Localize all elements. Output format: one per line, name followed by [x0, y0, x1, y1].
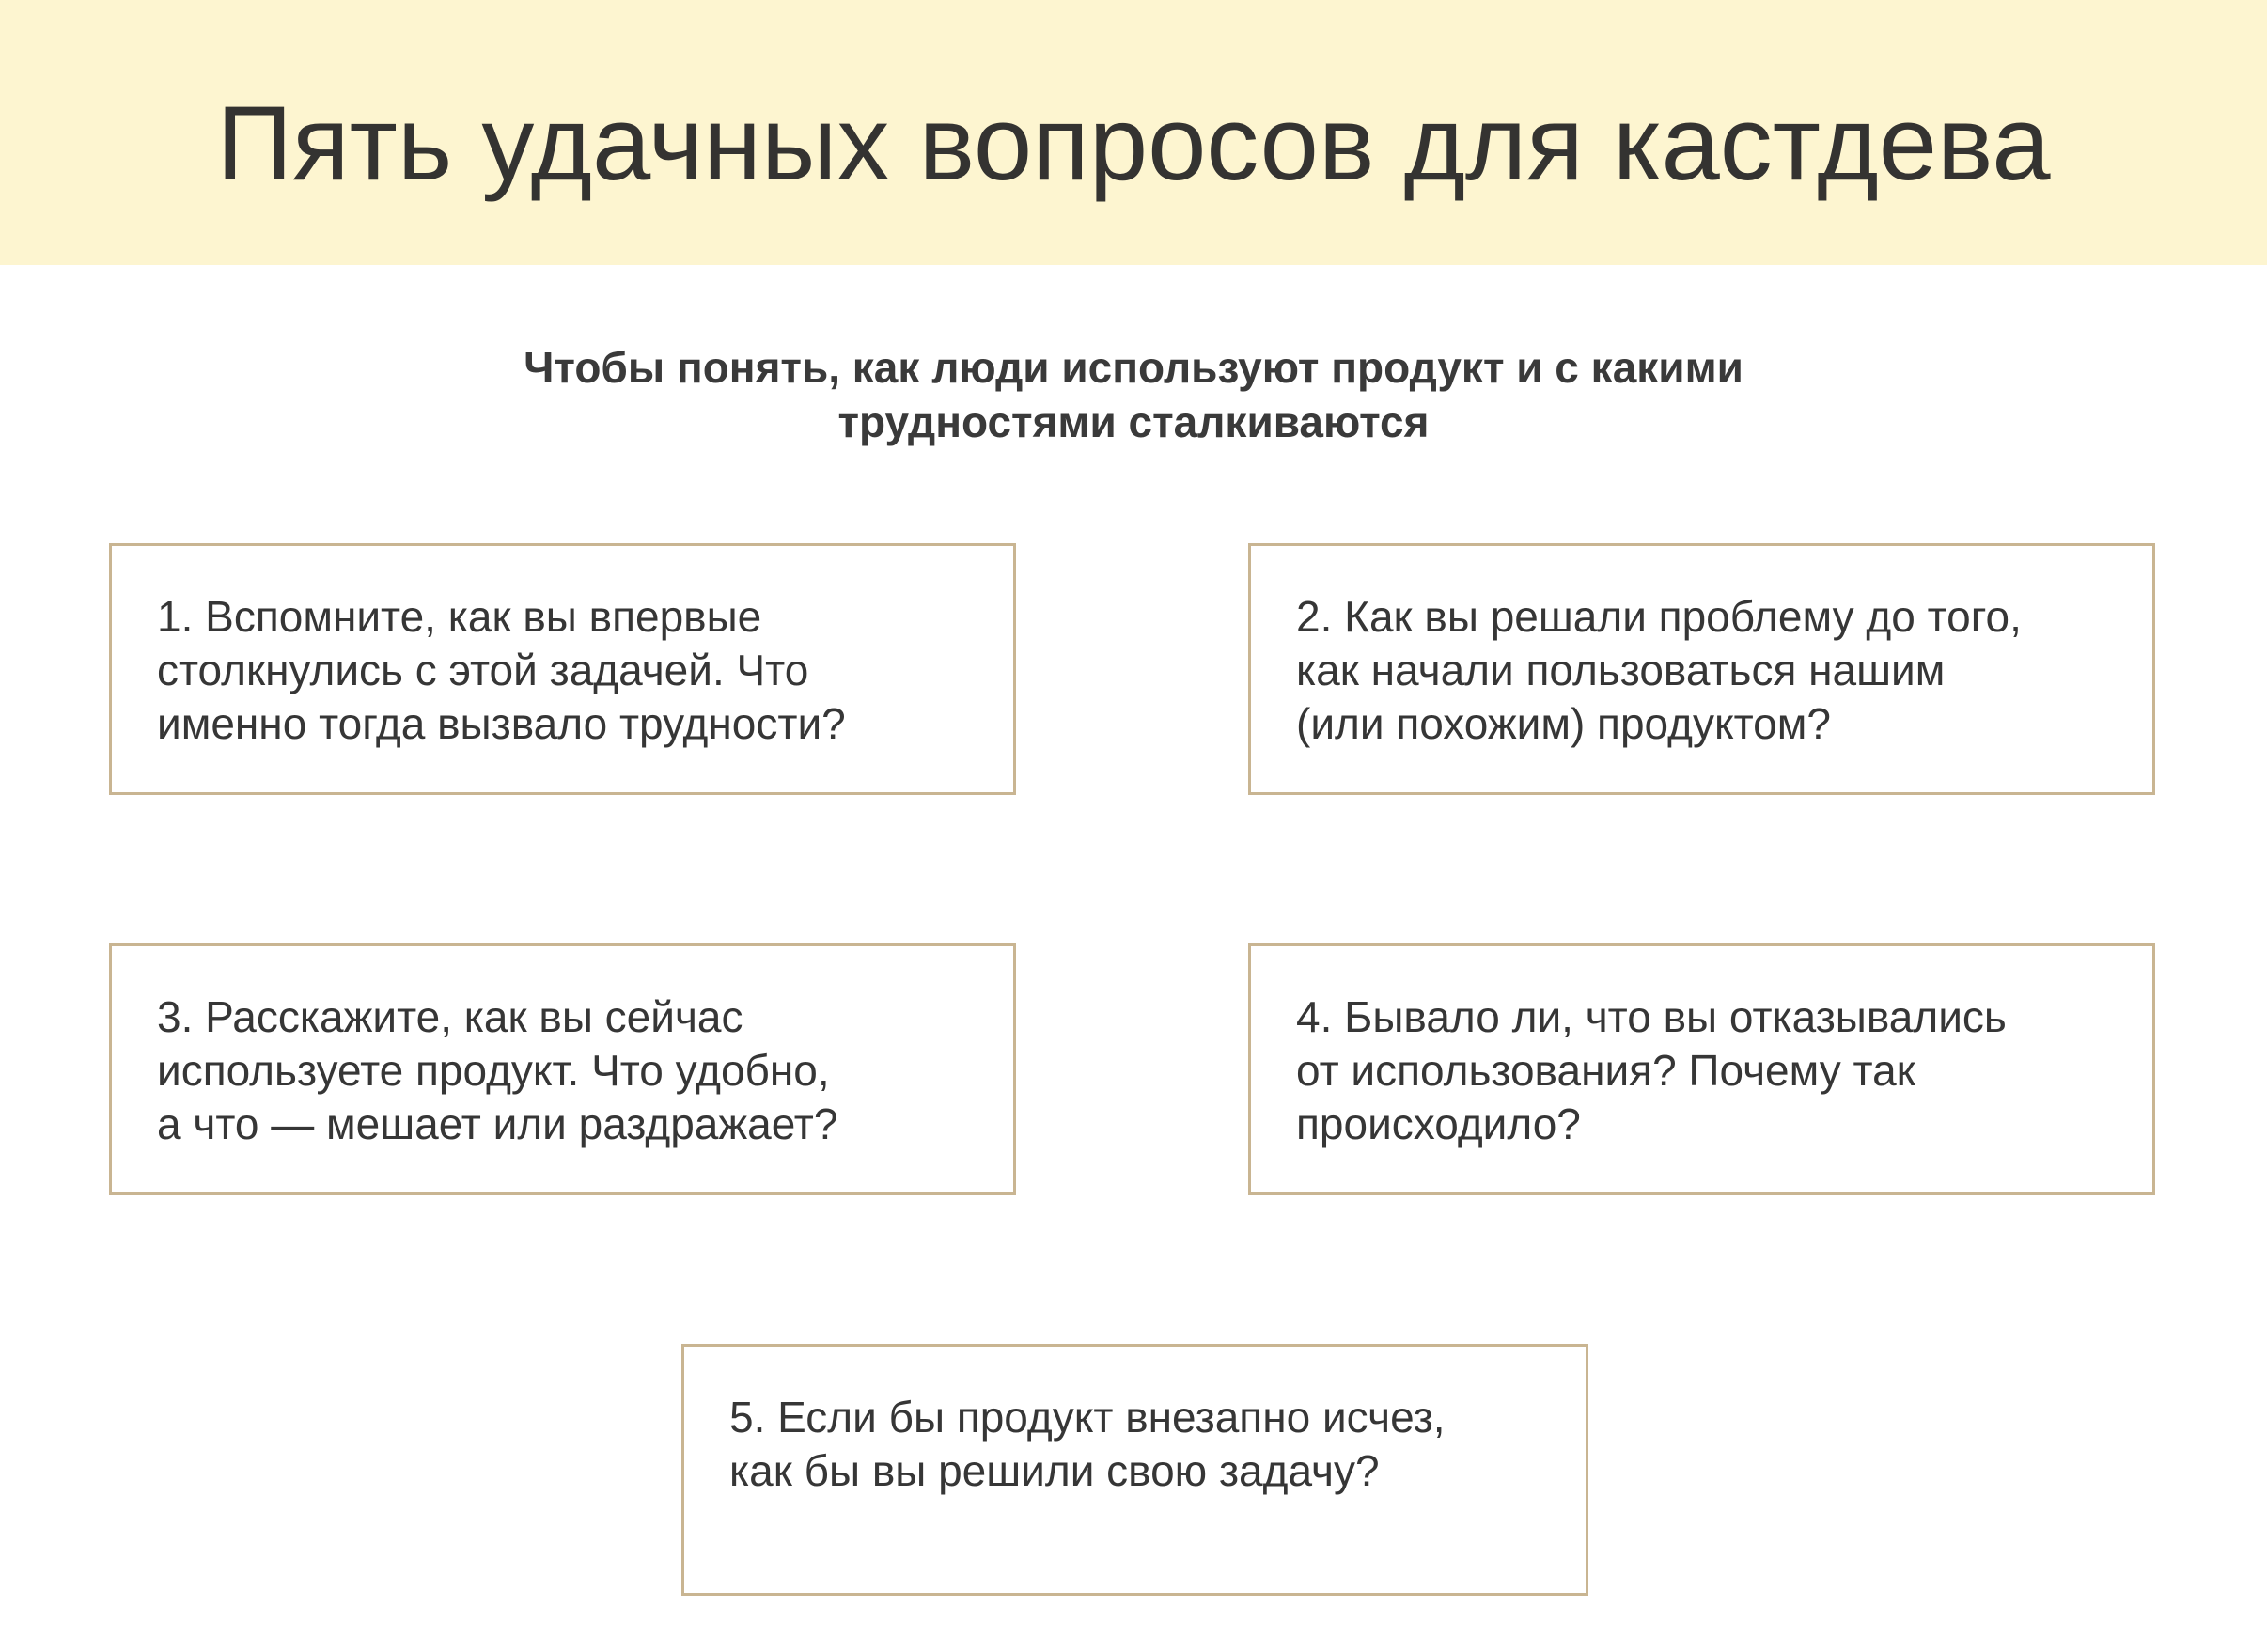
subtitle: Чтобы понять, как люди используют продукт и с какими трудностями сталкиваются [524, 343, 1743, 446]
question-text-2: 2. Как вы решали проблему до того, как начали пользоваться нашим (или похожим) продуктом? [1296, 592, 2022, 748]
question-card-5 [681, 1344, 1588, 1596]
question-card-2 [1248, 543, 2155, 795]
question-text-1: 1. Вспомните, как вы впервые столкнулись с этой задачей. Что именно тогда вызвало трудности? [157, 592, 846, 748]
question-card-3 [109, 943, 1016, 1195]
page-title: Пять удачных вопросов для кастдева [216, 85, 2051, 202]
question-card-1 [109, 543, 1016, 795]
question-card-4 [1248, 943, 2155, 1195]
question-text-4: 4. Бывало ли, что вы отказывались от использования? Почему так происходило? [1296, 992, 2007, 1148]
header-band [0, 0, 2267, 265]
question-text-3: 3. Расскажите, как вы сейчас используете продукт. Что удобно, а что — мешает или раздражает? [157, 992, 838, 1148]
question-text-5: 5. Если бы продукт внезапно исчез, как бы вы решили свою задачу? [729, 1393, 1446, 1495]
